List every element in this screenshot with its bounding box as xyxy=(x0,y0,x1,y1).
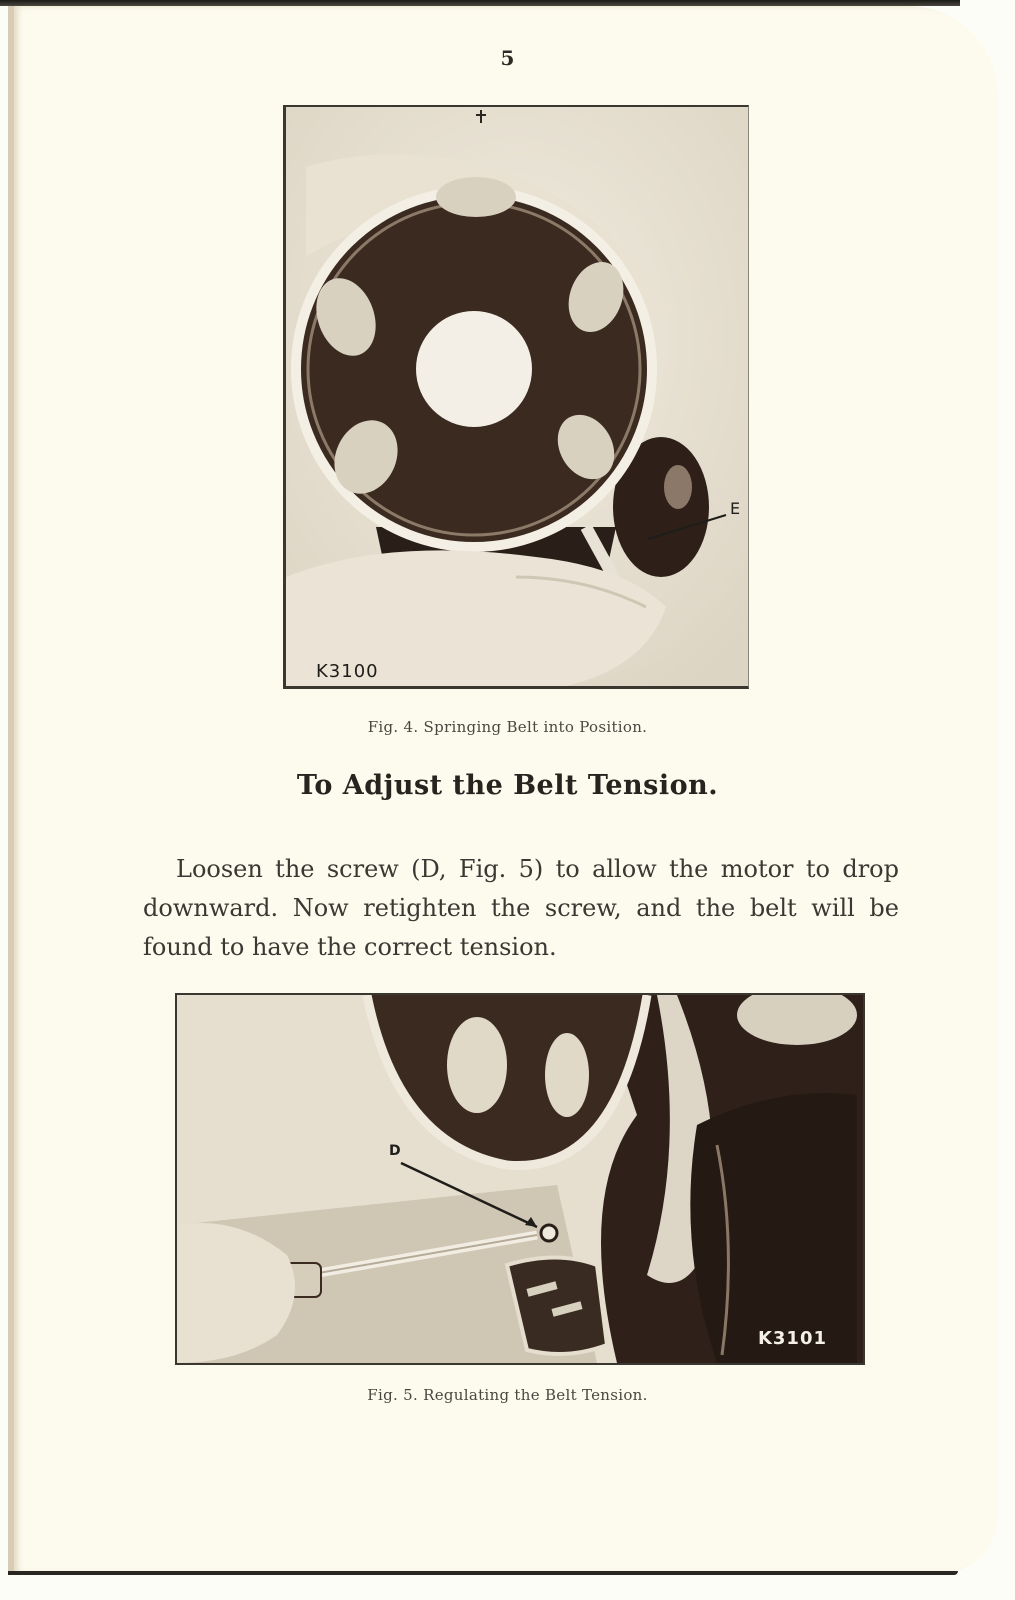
figure-4-photo xyxy=(283,105,749,689)
figure-4-caption: Fig. 4. Springing Belt into Position. xyxy=(367,718,648,736)
photo-label-k3101: K3101 xyxy=(757,1328,827,1349)
scan-bottom-edge xyxy=(8,1571,958,1575)
handwheel-belt-illustration xyxy=(286,107,748,686)
callout-e: E xyxy=(730,499,741,518)
page-number: 5 xyxy=(500,46,515,70)
figure-5-caption: Fig. 5. Regulating the Belt Tension. xyxy=(367,1386,648,1404)
photo-label-k3100: K3100 xyxy=(316,661,379,682)
instruction-paragraph: Loosen the screw (D, Fig. 5) to allow the motor to drop downward. Now retighten the screw, and the belt will be found to have the correct tension. xyxy=(143,855,899,961)
callout-d: D xyxy=(389,1143,401,1159)
figure-5-photo xyxy=(175,993,865,1365)
belt-tension-screw-illustration xyxy=(177,995,863,1363)
section-heading: To Adjust the Belt Tension. xyxy=(296,770,719,801)
